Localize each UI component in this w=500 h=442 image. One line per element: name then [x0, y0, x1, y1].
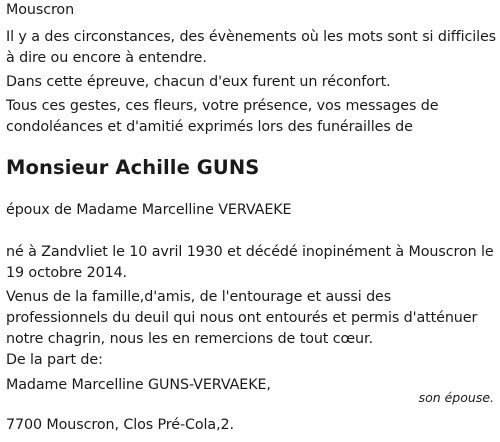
address-text: 7700 Mouscron, Clos Pré-Cola,2.: [6, 417, 234, 433]
signatory-role: son épouse.: [418, 390, 494, 405]
from-label: De la part de:: [6, 352, 103, 368]
spouse-text: époux de Madame Marcelline VERVAEKE: [6, 202, 292, 218]
location-text: Mouscron: [6, 2, 75, 18]
gestures-paragraph: Tous ces gestes, ces fleurs, votre présence, vos messages de condoléances et d'amitié exprimés lors des funérailles de: [6, 98, 439, 135]
thanks-paragraph: Venus de la famille,d'amis, de l'entourage et aussi des professionnels du deuil qui nous ont entourés et permis d'atténuer notre chagrin, nous les en remercions de tout cœur.: [6, 289, 478, 347]
birth-death-paragraph: né à Zandvliet le 10 avril 1930 et décédé inopinément à Mouscron le 19 octobre 2014.: [6, 244, 494, 281]
comfort-text: Dans cette épreuve, chacun d'eux furent un réconfort.: [6, 74, 391, 90]
signatory-name: Madame Marcelline GUNS-VERVAEKE,: [6, 377, 271, 393]
intro-paragraph: Il y a des circonstances, des évènements où les mots sont si difficiles à dire ou encore à entendre.: [6, 29, 496, 66]
deceased-name-heading: Monsieur Achille GUNS: [6, 156, 260, 179]
